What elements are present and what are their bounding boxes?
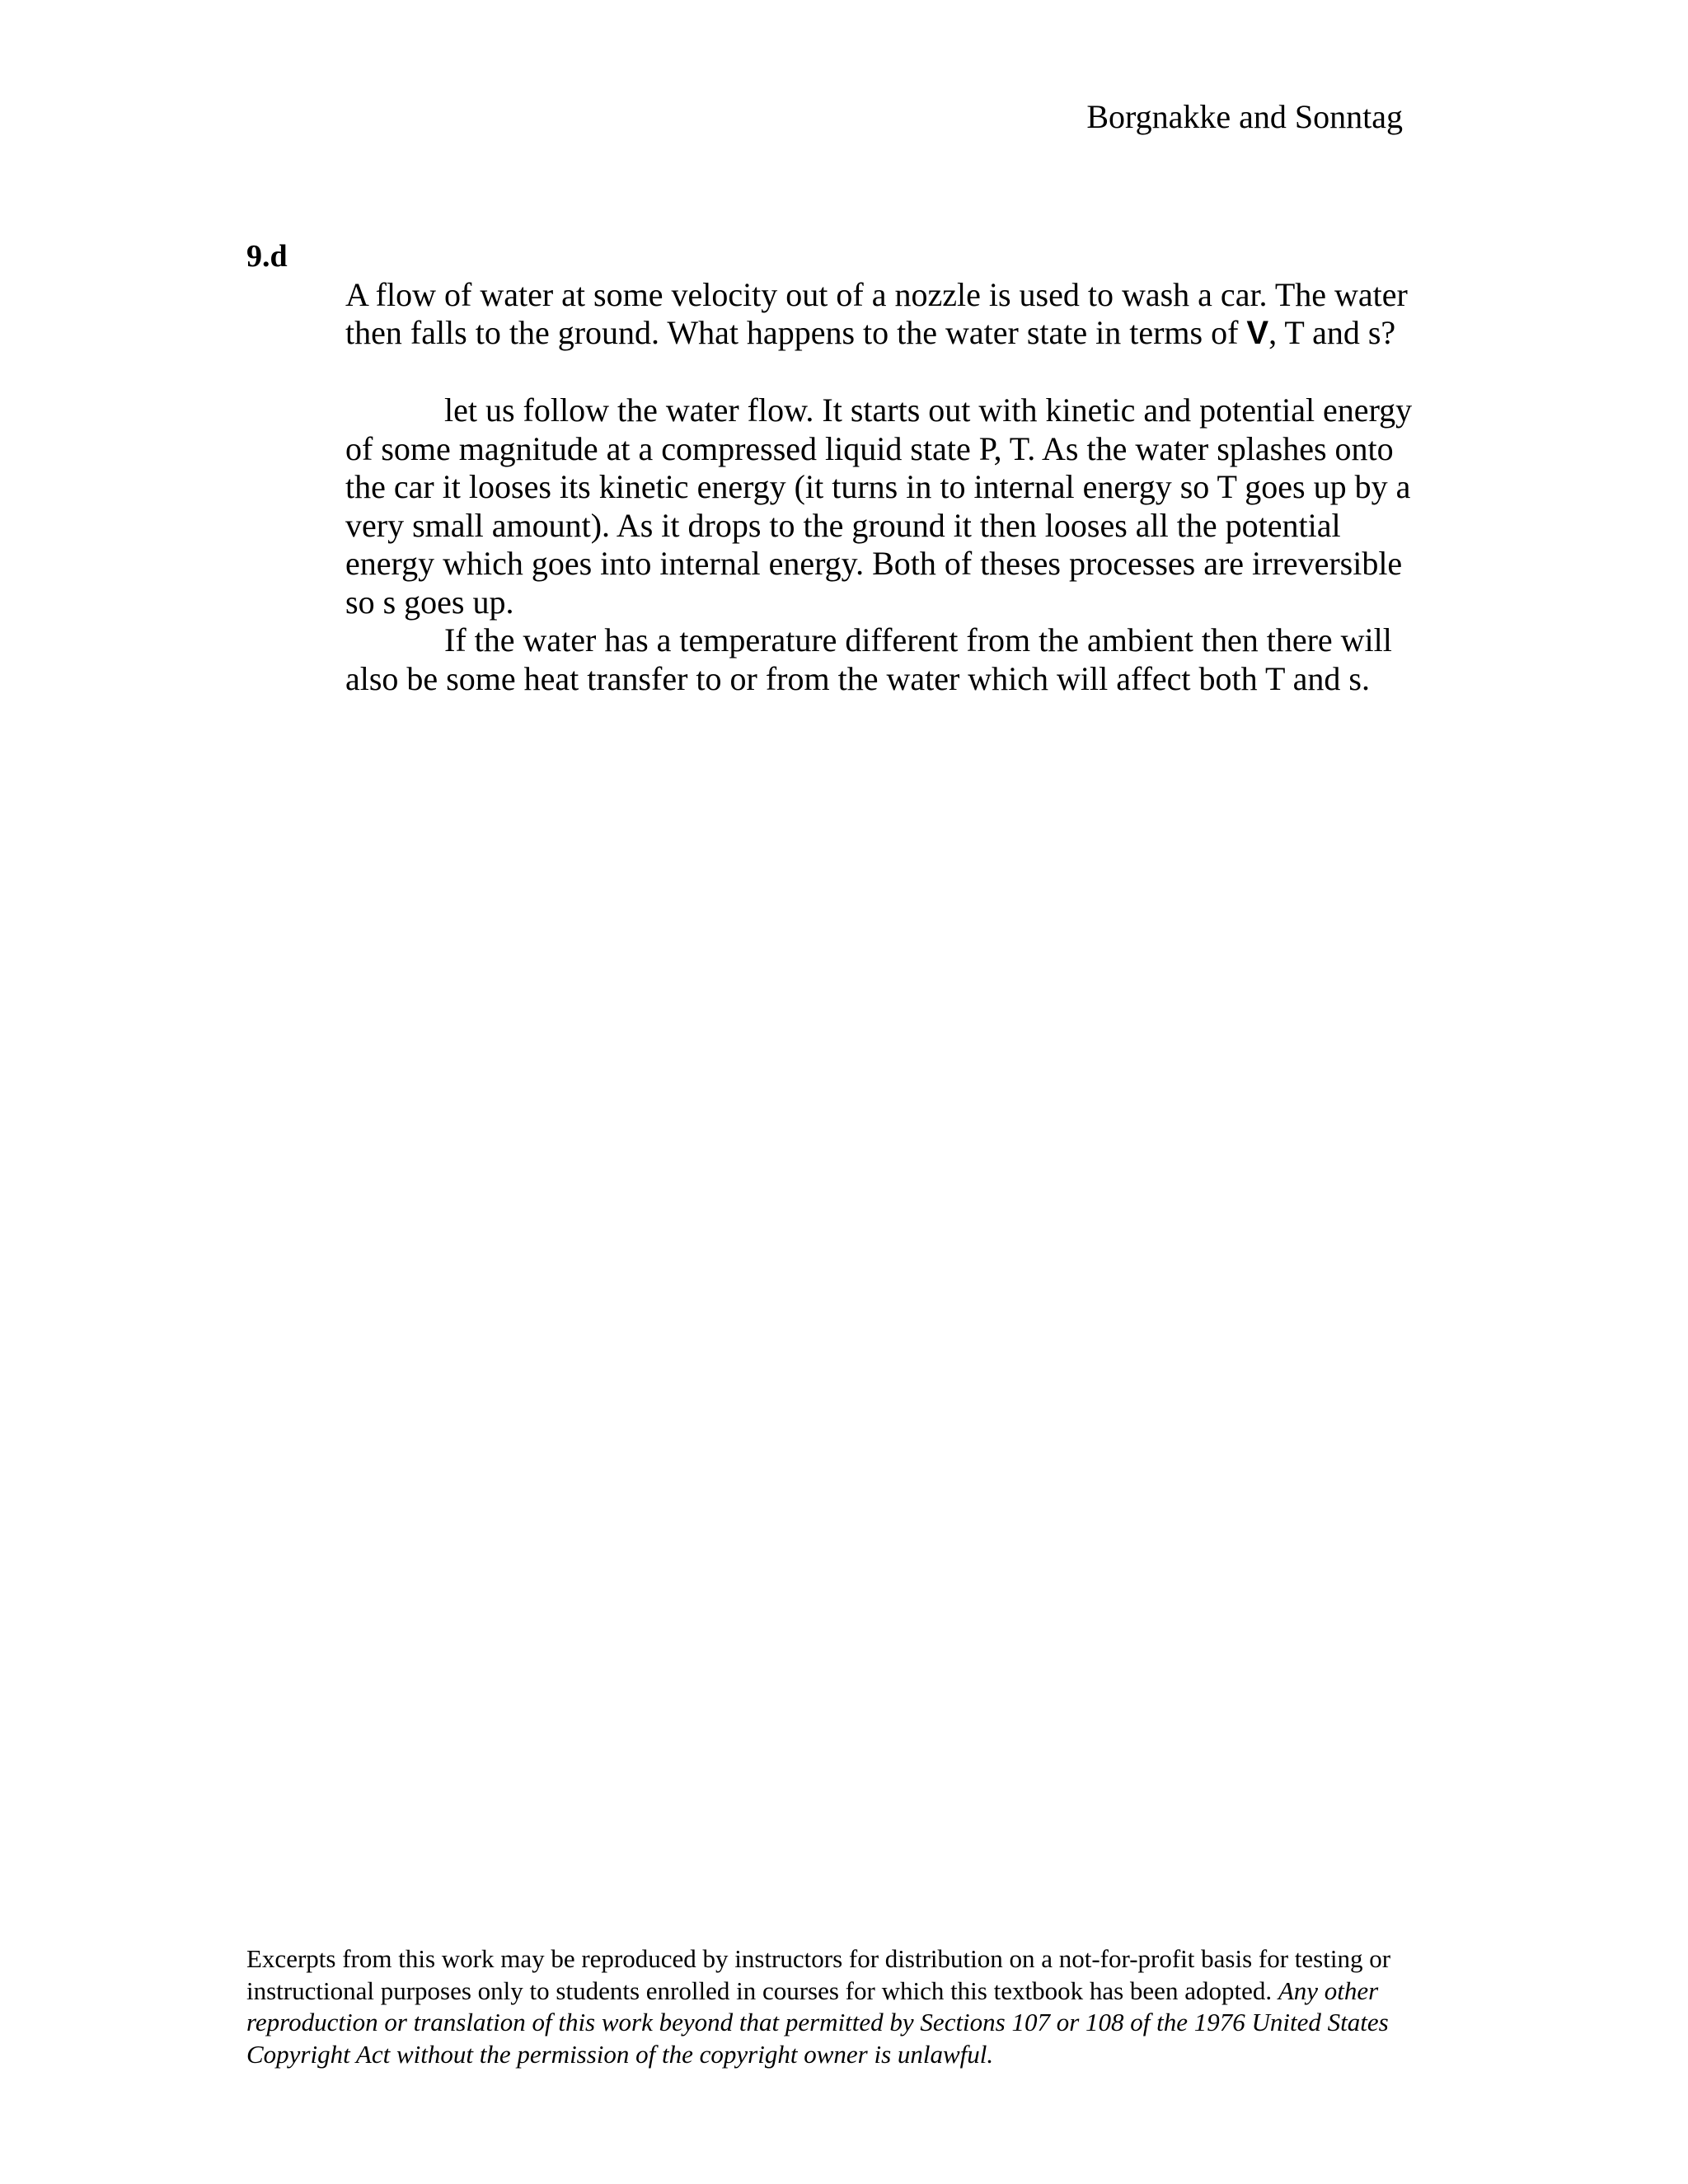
answer-body [345, 391, 1417, 698]
copyright-notice-regular: Excerpts from this work may be reproduced by instructors for distribution on a not-for-profit basis for testing or instructional purposes only to students enrolled in courses for which this textbook has been adopted. [246, 1944, 1391, 2005]
problem-number: 9.d [246, 239, 288, 274]
answer-paragraph: let us follow the water flow. It starts out with kinetic and potential energy of some magnitude at a compressed liquid state P, T. As the water splashes onto the car it looses its kinetic energy (it turns in to internal energy so T goes up by a very small amount). As it drops to the ground it then looses all the potential energy which goes into internal energy. Both of theses processes are irreversible so s goes up. [345, 391, 1413, 621]
header-author: Borgnakke and Sonntag [1086, 98, 1403, 135]
question-text-start: A flow of water at some velocity out of a nozzle is used to wash a car. The water then falls to the ground. What happens to the water state in terms of [345, 276, 1408, 351]
question-text-end: , T and s? [1268, 314, 1396, 351]
copyright-notice-italic: Any other reproduction or translation of this work beyond that permitted by Sections 107 or 108 of the 1976 United States Copyright Act without the permission of the copyright owner is unlawful. [246, 1975, 1389, 2069]
copyright-notice [246, 1943, 1417, 2070]
problem-question [345, 276, 1417, 352]
answer-paragraph: If the water has a temperature different from the ambient then there will also be some heat transfer to or from the water which will affect both T and s. [345, 621, 1392, 697]
velocity-symbol: V [1246, 315, 1269, 351]
